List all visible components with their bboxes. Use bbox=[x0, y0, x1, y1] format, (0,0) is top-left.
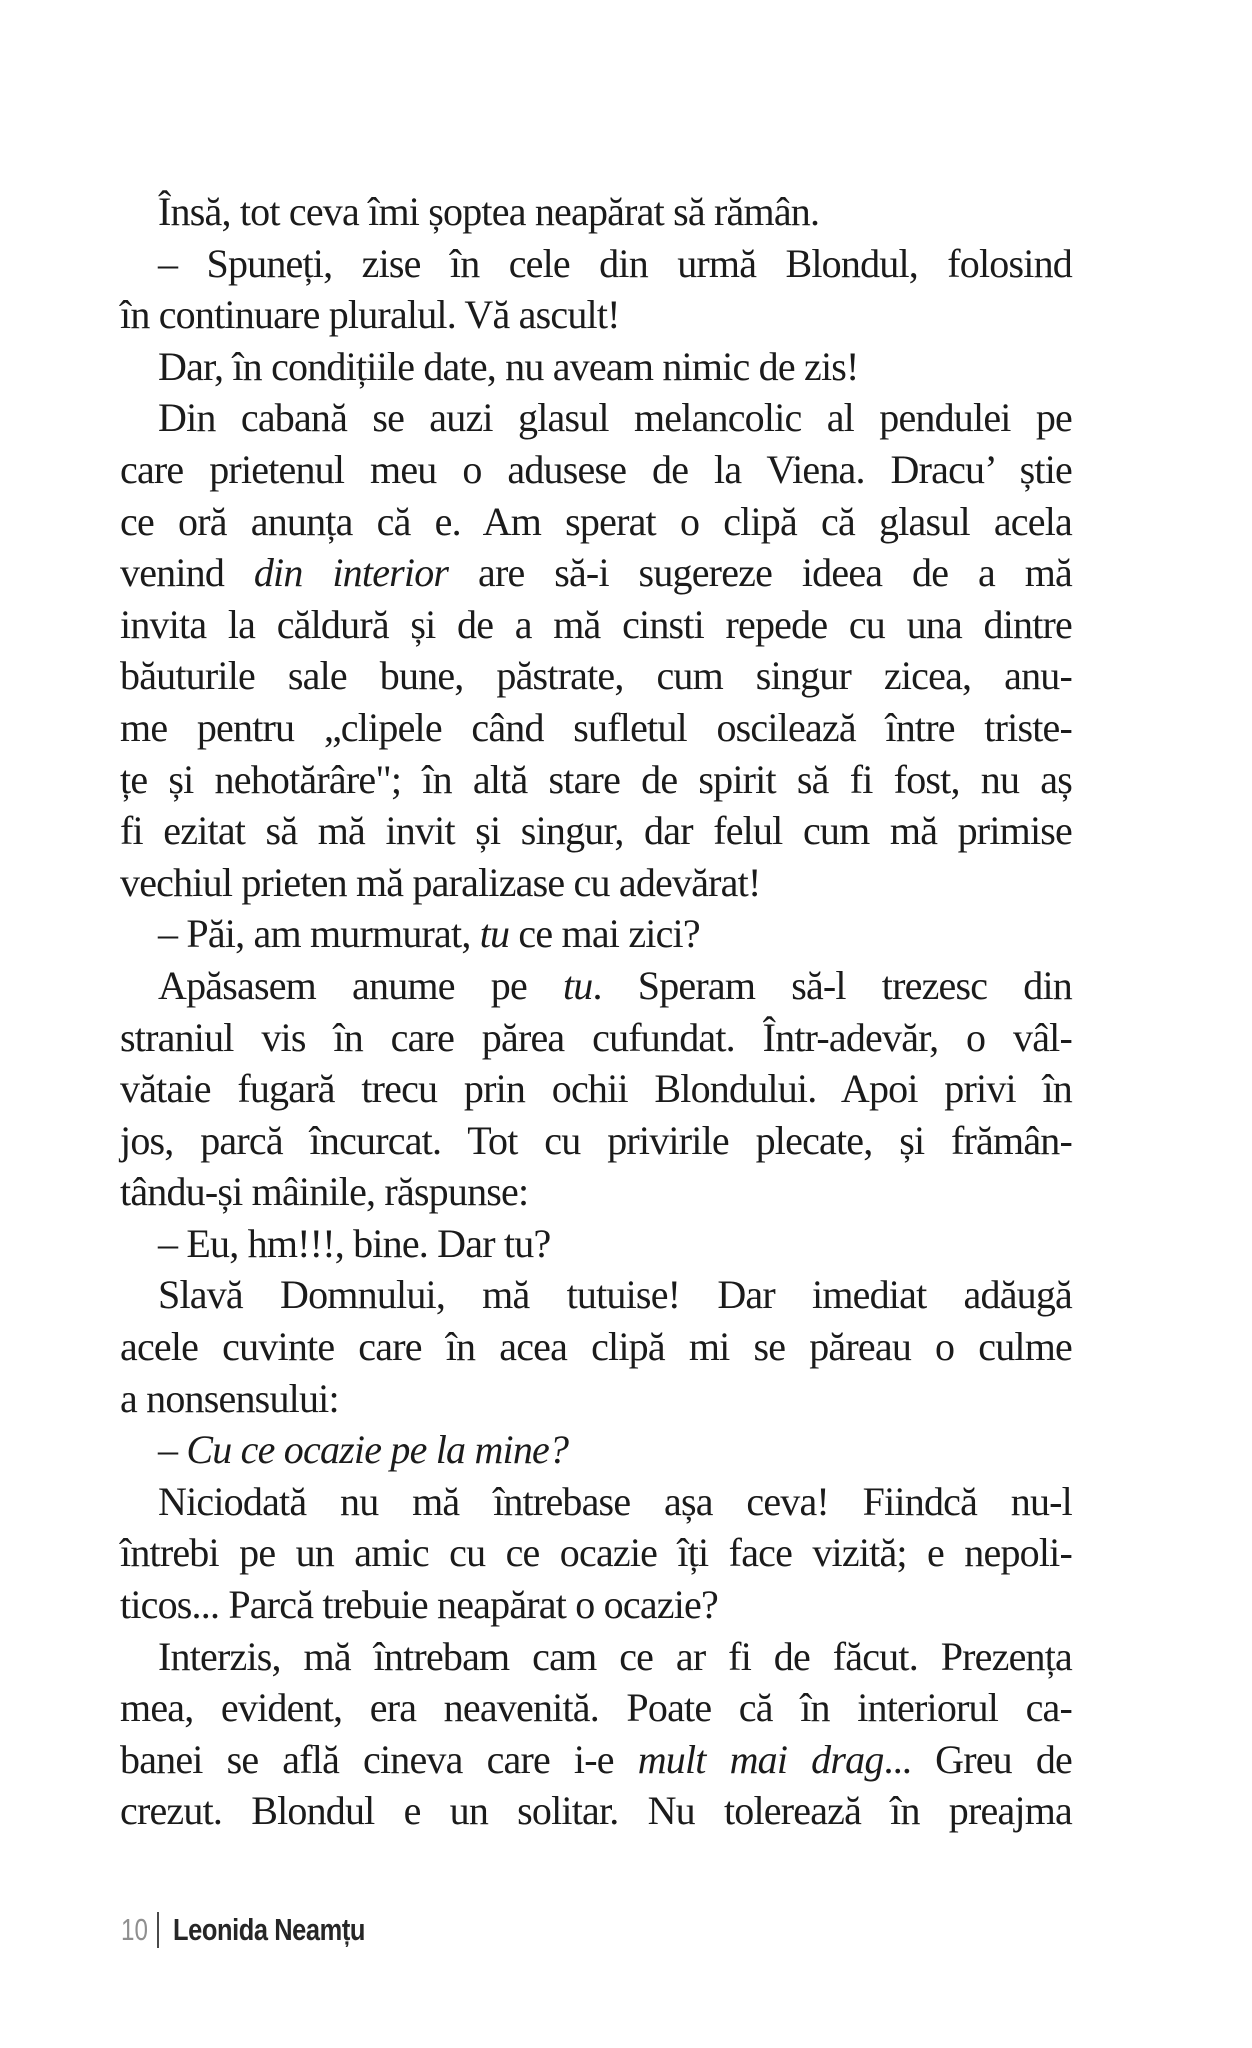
text-segment: care prietenul meu o adusese de la Viena. Dracu’ știe bbox=[120, 446, 1072, 492]
text-segment: acele cuvinte care în acea clipă mi se păreau o culme bbox=[120, 1324, 1072, 1370]
text-segment: ticos... Parcă trebuie neapărat o ocazie? bbox=[120, 1582, 718, 1628]
text-segment: venind bbox=[120, 550, 254, 596]
text-segment: are să-i sugereze ideea de a mă bbox=[448, 550, 1072, 596]
text-line bbox=[120, 650, 1072, 702]
text-segment: tându-și mâinile, răspunse: bbox=[120, 1169, 529, 1215]
italic-text-segment: mult mai drag bbox=[637, 1736, 884, 1782]
text-segment: me pentru „clipele când sufletul oscilează între triste- bbox=[120, 704, 1072, 750]
text-line bbox=[120, 1218, 1072, 1270]
text-segment: Din cabană se auzi glasul melancolic al pendulei pe bbox=[158, 395, 1072, 441]
text-segment: banei se află cineva care i-e bbox=[120, 1736, 638, 1782]
text-line bbox=[120, 1476, 1072, 1528]
text-segment: mea, evident, era neavenită. Poate că în interiorul ca- bbox=[120, 1685, 1072, 1731]
page-footer bbox=[121, 1912, 408, 1948]
text-segment: Însă, tot ceva îmi șoptea neapărat să rămân. bbox=[158, 189, 820, 234]
text-line bbox=[120, 1012, 1072, 1064]
text-line bbox=[120, 960, 1072, 1012]
text-line bbox=[120, 1166, 1072, 1218]
text-segment: în continuare pluralul. Vă ascult! bbox=[120, 292, 620, 338]
text-line bbox=[120, 1734, 1072, 1786]
text-line bbox=[120, 1631, 1072, 1683]
text-line bbox=[120, 1682, 1072, 1734]
text-line bbox=[120, 1321, 1072, 1373]
text-segment: fi ezitat să mă invit și singur, dar felul cum mă primise bbox=[120, 808, 1072, 854]
text-segment: – Spuneți, zise în cele din urmă Blondul, folosind bbox=[158, 240, 1072, 286]
text-segment: Slavă Domnului, mă tutuise! Dar imediat adăugă bbox=[158, 1272, 1072, 1318]
text-line bbox=[120, 1579, 1072, 1631]
text-segment: Niciodată nu mă întrebase așa ceva! Fiindcă nu-l bbox=[158, 1478, 1072, 1524]
text-line bbox=[120, 1527, 1072, 1579]
text-line bbox=[120, 754, 1072, 806]
text-segment: crezut. Blondul e un solitar. Nu tolerează în preajma bbox=[120, 1788, 1072, 1834]
text-segment: Interzis, mă întrebam cam ce ar fi de făcut. Prezența bbox=[158, 1633, 1072, 1679]
text-segment: băuturile sale bune, păstrate, cum singur zicea, anu- bbox=[120, 653, 1072, 699]
author-name: Leonida Neamțu bbox=[173, 1912, 366, 1947]
text-line bbox=[120, 496, 1072, 548]
text-line bbox=[120, 702, 1072, 754]
text-line bbox=[120, 392, 1072, 444]
text-segment: . Speram să-l trezesc din bbox=[592, 962, 1073, 1008]
text-line bbox=[120, 599, 1072, 651]
text-segment: – bbox=[158, 1427, 187, 1473]
text-line bbox=[120, 1424, 1072, 1476]
text-segment: – Păi, am murmurat, bbox=[158, 911, 480, 957]
text-line bbox=[120, 1785, 1072, 1837]
footer-separator bbox=[157, 1912, 159, 1948]
page-text bbox=[120, 186, 1072, 1837]
text-segment: țe și nehotărâre"; în altă stare de spirit să fi fost, nu aș bbox=[120, 756, 1072, 802]
text-line bbox=[120, 444, 1072, 496]
text-segment: invita la căldură și de a mă cinsti repede cu una dintre bbox=[120, 601, 1072, 647]
italic-text-segment: tu bbox=[562, 962, 593, 1008]
text-line bbox=[120, 1115, 1072, 1167]
text-segment: straniul vis în care părea cufundat. Într-adevăr, o vâl- bbox=[120, 1014, 1072, 1060]
text-line bbox=[120, 1063, 1072, 1115]
text-line bbox=[120, 289, 1072, 341]
text-segment: a nonsensului: bbox=[120, 1375, 339, 1421]
text-segment: vechiul prieten mă paralizase cu adevărat! bbox=[120, 859, 761, 905]
text-line bbox=[120, 341, 1072, 393]
italic-text-segment: Cu ce ocazie pe la mine? bbox=[186, 1427, 569, 1473]
text-segment: Apăsasem anume pe bbox=[158, 962, 563, 1008]
italic-text-segment: din interior bbox=[253, 550, 449, 596]
text-segment: ... Greu de bbox=[883, 1736, 1072, 1782]
page-number: 10 bbox=[121, 1912, 148, 1947]
text-segment: ce oră anunța că e. Am sperat o clipă că glasul acela bbox=[120, 498, 1072, 544]
text-segment: ce mai zici? bbox=[509, 911, 700, 957]
text-line bbox=[120, 186, 1072, 238]
text-segment: întrebi pe un amic cu ce ocazie îți face vizită; e nepoli- bbox=[120, 1530, 1072, 1576]
text-segment: – Eu, hm!!!, bine. Dar tu? bbox=[158, 1220, 551, 1266]
text-segment: jos, parcă încurcat. Tot cu privirile plecate, și frămân- bbox=[120, 1117, 1072, 1163]
text-line bbox=[120, 908, 1072, 960]
text-line bbox=[120, 805, 1072, 857]
text-segment: Dar, în condițiile date, nu aveam nimic de zis! bbox=[158, 343, 859, 389]
text-line bbox=[120, 547, 1072, 599]
italic-text-segment: tu bbox=[479, 911, 510, 957]
text-line bbox=[120, 1269, 1072, 1321]
text-line bbox=[120, 1373, 1072, 1425]
text-line bbox=[120, 238, 1072, 290]
text-segment: vătaie fugară trecu prin ochii Blondului. Apoi privi în bbox=[120, 1066, 1072, 1112]
text-line bbox=[120, 857, 1072, 909]
